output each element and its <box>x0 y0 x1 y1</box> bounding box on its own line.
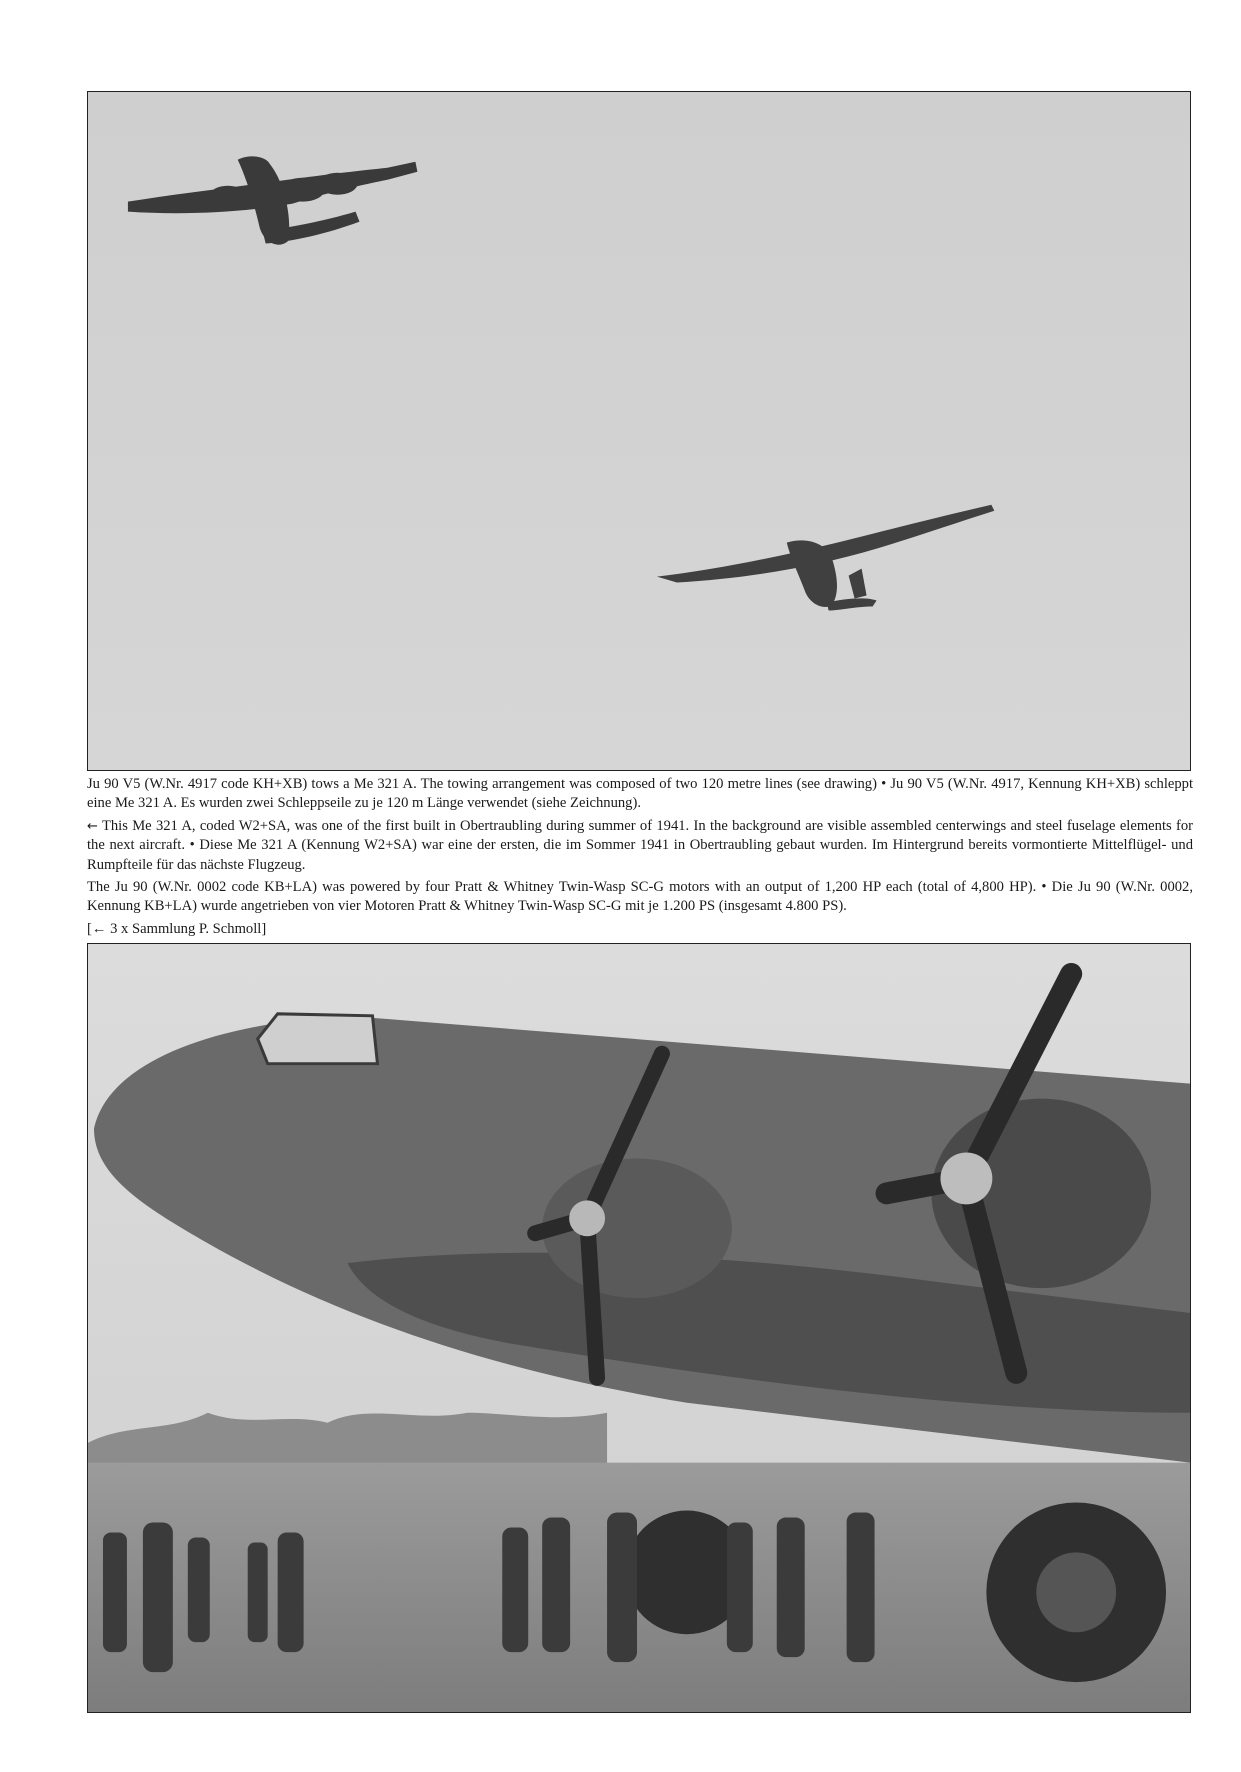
photo-ju90-towing-me321 <box>87 91 1191 771</box>
me321-glider-silhouette <box>657 505 994 611</box>
caption-me321 <box>87 817 1193 875</box>
photo-top-illustration <box>88 92 1190 770</box>
photo-ju90-on-ground <box>87 943 1191 1713</box>
caption-me321-text: This Me 321 A, coded W2+SA, was one of the first built in Obertraubling during summer of 1941. In the background are visible assembled centerwings and steel fuselage elements for the next aircraft. • Diese Me 321 A (Kennung W2+SA) war eine der ersten, die im Sommer 1941 in Obertraubling gebaut wurden. Im Hintergrund bereits vormontierte Mittelflügel- und Rumpfteile für das nächste Flugzeug. <box>87 817 1194 873</box>
caption-ju90-engines: The Ju 90 (W.Nr. 0002 code KB+LA) was powered by four Pratt & Whitney Twin-Wasp SC-G motors with an output of 1,200 HP each (total of 4,800 HP). • Die Ju 90 (W.Nr. 0002, Kennung KB+LA) wurde angetrieben von vier Motoren Pratt & Whitney Twin-Wasp SC-G mit je 1.200 PS (insgesamt 4.800 PS). <box>87 879 1193 915</box>
photo-credit: [← 3 x Sammlung P. Schmoll] <box>87 920 267 937</box>
caption-towing: Ju 90 V5 (W.Nr. 4917 code KH+XB) tows a Me 321 A. The towing arrangement was composed of two 120 metre lines (see drawing) • Ju 90 V5 (W.Nr. 4917, Kennung KH+XB) schleppt eine Me 321 A. Es wurden zwei Schleppseile zu je 120 m Länge verwendet (siehe Zeichnung). <box>87 776 1193 812</box>
cockpit-frame <box>258 1014 378 1064</box>
caption-block <box>87 775 1193 939</box>
ju90-aircraft-silhouette <box>128 156 417 244</box>
photo-bottom-illustration <box>88 944 1190 1712</box>
propeller-spinner <box>940 1152 992 1204</box>
left-arrow-icon: ← <box>87 818 98 834</box>
propeller-spinner <box>569 1200 605 1236</box>
